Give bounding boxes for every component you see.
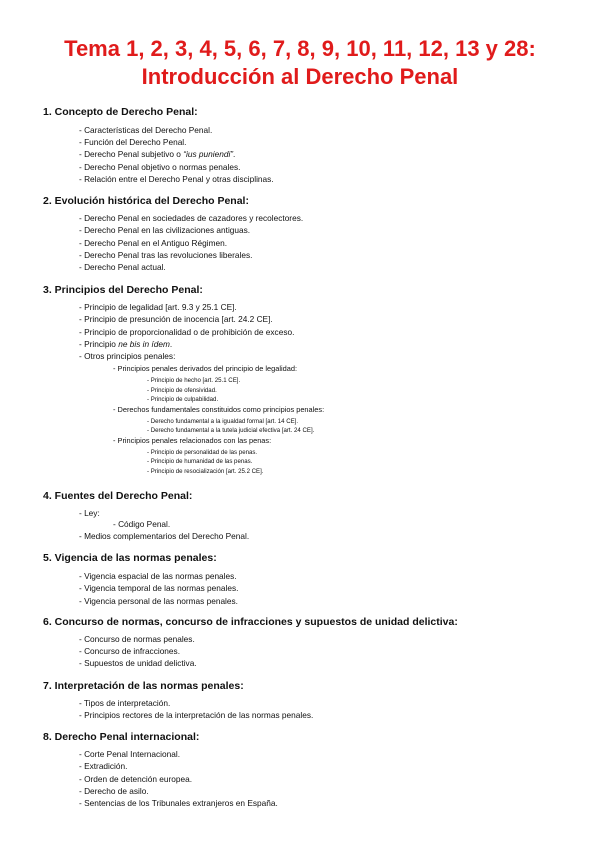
section-7-item: - Principios rectores de la interpretación de las normas penales. xyxy=(79,710,314,720)
section-3-heading: 3. Principios del Derecho Penal: xyxy=(43,284,203,296)
section-2-item: - Derecho Penal en las civilizaciones antiguas. xyxy=(79,225,251,235)
section-8-item: - Orden de detención europea. xyxy=(79,774,193,784)
section-7-heading: 7. Interpretación de las normas penales: xyxy=(43,680,244,692)
section-2-heading: 2. Evolución histórica del Derecho Penal: xyxy=(43,195,249,207)
section-6-heading: 6. Concurso de normas, concurso de infracciones y supuestos de unidad delictiva: xyxy=(43,616,458,628)
section-6-item: - Concurso de normas penales. xyxy=(79,634,195,644)
section-8-item: - Extradición. xyxy=(79,761,128,771)
section-1-item: - Relación entre el Derecho Penal y otras disciplinas. xyxy=(79,174,274,184)
section-1-heading: 1. Concepto de Derecho Penal: xyxy=(43,106,198,118)
section-3-subitem: - Principio de ofensividad. xyxy=(147,387,217,394)
section-2-item: - Derecho Penal en el Antiguo Régimen. xyxy=(79,238,228,248)
section-3-item: - Principio de proporcionalidad o de prohibición de exceso. xyxy=(79,327,295,337)
section-3-subitem: - Principio de culpabilidad. xyxy=(147,396,219,403)
section-2-item: - Derecho Penal tras las revoluciones liberales. xyxy=(79,250,253,260)
section-6-item: - Concurso de infracciones. xyxy=(79,646,180,656)
section-3-subitem: - Principio de hecho [art. 25.1 CE]. xyxy=(147,377,241,384)
section-1-item: - Función del Derecho Penal. xyxy=(79,137,187,147)
section-3-item: - Principio de legalidad [art. 9.3 y 25.1 CE]. xyxy=(79,302,237,312)
section-8-heading: 8. Derecho Penal internacional: xyxy=(43,731,200,743)
section-3-item: - Otros principios penales: xyxy=(79,351,176,361)
section-5-item: - Vigencia personal de las normas penales. xyxy=(79,596,238,606)
section-8-item: - Corte Penal Internacional. xyxy=(79,749,181,759)
section-5-item: - Vigencia espacial de las normas penales. xyxy=(79,571,237,581)
document-title-line-1: Tema 1, 2, 3, 4, 5, 6, 7, 8, 9, 10, 11, 12, 13 y 28: xyxy=(64,36,536,61)
section-1-item: - Características del Derecho Penal. xyxy=(79,125,213,135)
section-8-item: - Derecho de asilo. xyxy=(79,786,149,796)
section-4-heading: 4. Fuentes del Derecho Penal: xyxy=(43,490,193,502)
section-7-item: - Tipos de interpretación. xyxy=(79,698,171,708)
section-4-subitem: - Código Penal. xyxy=(113,519,171,529)
section-3-subheading: - Principios penales relacionados con las penas: xyxy=(113,436,272,445)
section-3-subitem: - Derecho fundamental a la igualdad formal [art. 14 CE]. xyxy=(147,418,299,425)
document-title-line-2: Introducción al Derecho Penal xyxy=(141,64,459,89)
section-3-item: - Principio de presunción de inocencia [art. 24.2 CE]. xyxy=(79,314,273,324)
section-8-item: - Sentencias de los Tribunales extranjeros en España. xyxy=(79,798,278,808)
section-1-item: - Derecho Penal subjetivo o “ius puniendi”. xyxy=(79,149,236,159)
section-3-subheading: - Derechos fundamentales constituidos como principios penales: xyxy=(113,405,325,414)
section-1-item: - Derecho Penal objetivo o normas penales. xyxy=(79,162,241,172)
section-5-item: - Vigencia temporal de las normas penales. xyxy=(79,583,239,593)
section-4-item: - Medios complementarios del Derecho Penal. xyxy=(79,531,250,541)
section-3-subitem: - Principio de personalidad de las penas. xyxy=(147,449,258,456)
section-2-item: - Derecho Penal actual. xyxy=(79,262,166,272)
section-3-subheading: - Principios penales derivados del principio de legalidad: xyxy=(113,364,298,373)
section-3-subitem: - Principio de resocialización [art. 25.2 CE]. xyxy=(147,468,264,475)
section-4-item: - Ley: xyxy=(79,508,100,518)
section-6-item: - Supuestos de unidad delictiva. xyxy=(79,658,197,668)
section-3-subitem: - Derecho fundamental a la tutela judicial efectiva [art. 24 CE]. xyxy=(147,427,315,434)
section-2-item: - Derecho Penal en sociedades de cazadores y recolectores. xyxy=(79,213,304,223)
section-3-item: - Principio ne bis in ídem. xyxy=(79,339,173,349)
section-5-heading: 5. Vigencia de las normas penales: xyxy=(43,552,217,564)
section-3-subitem: - Principio de humanidad de las penas. xyxy=(147,458,253,465)
